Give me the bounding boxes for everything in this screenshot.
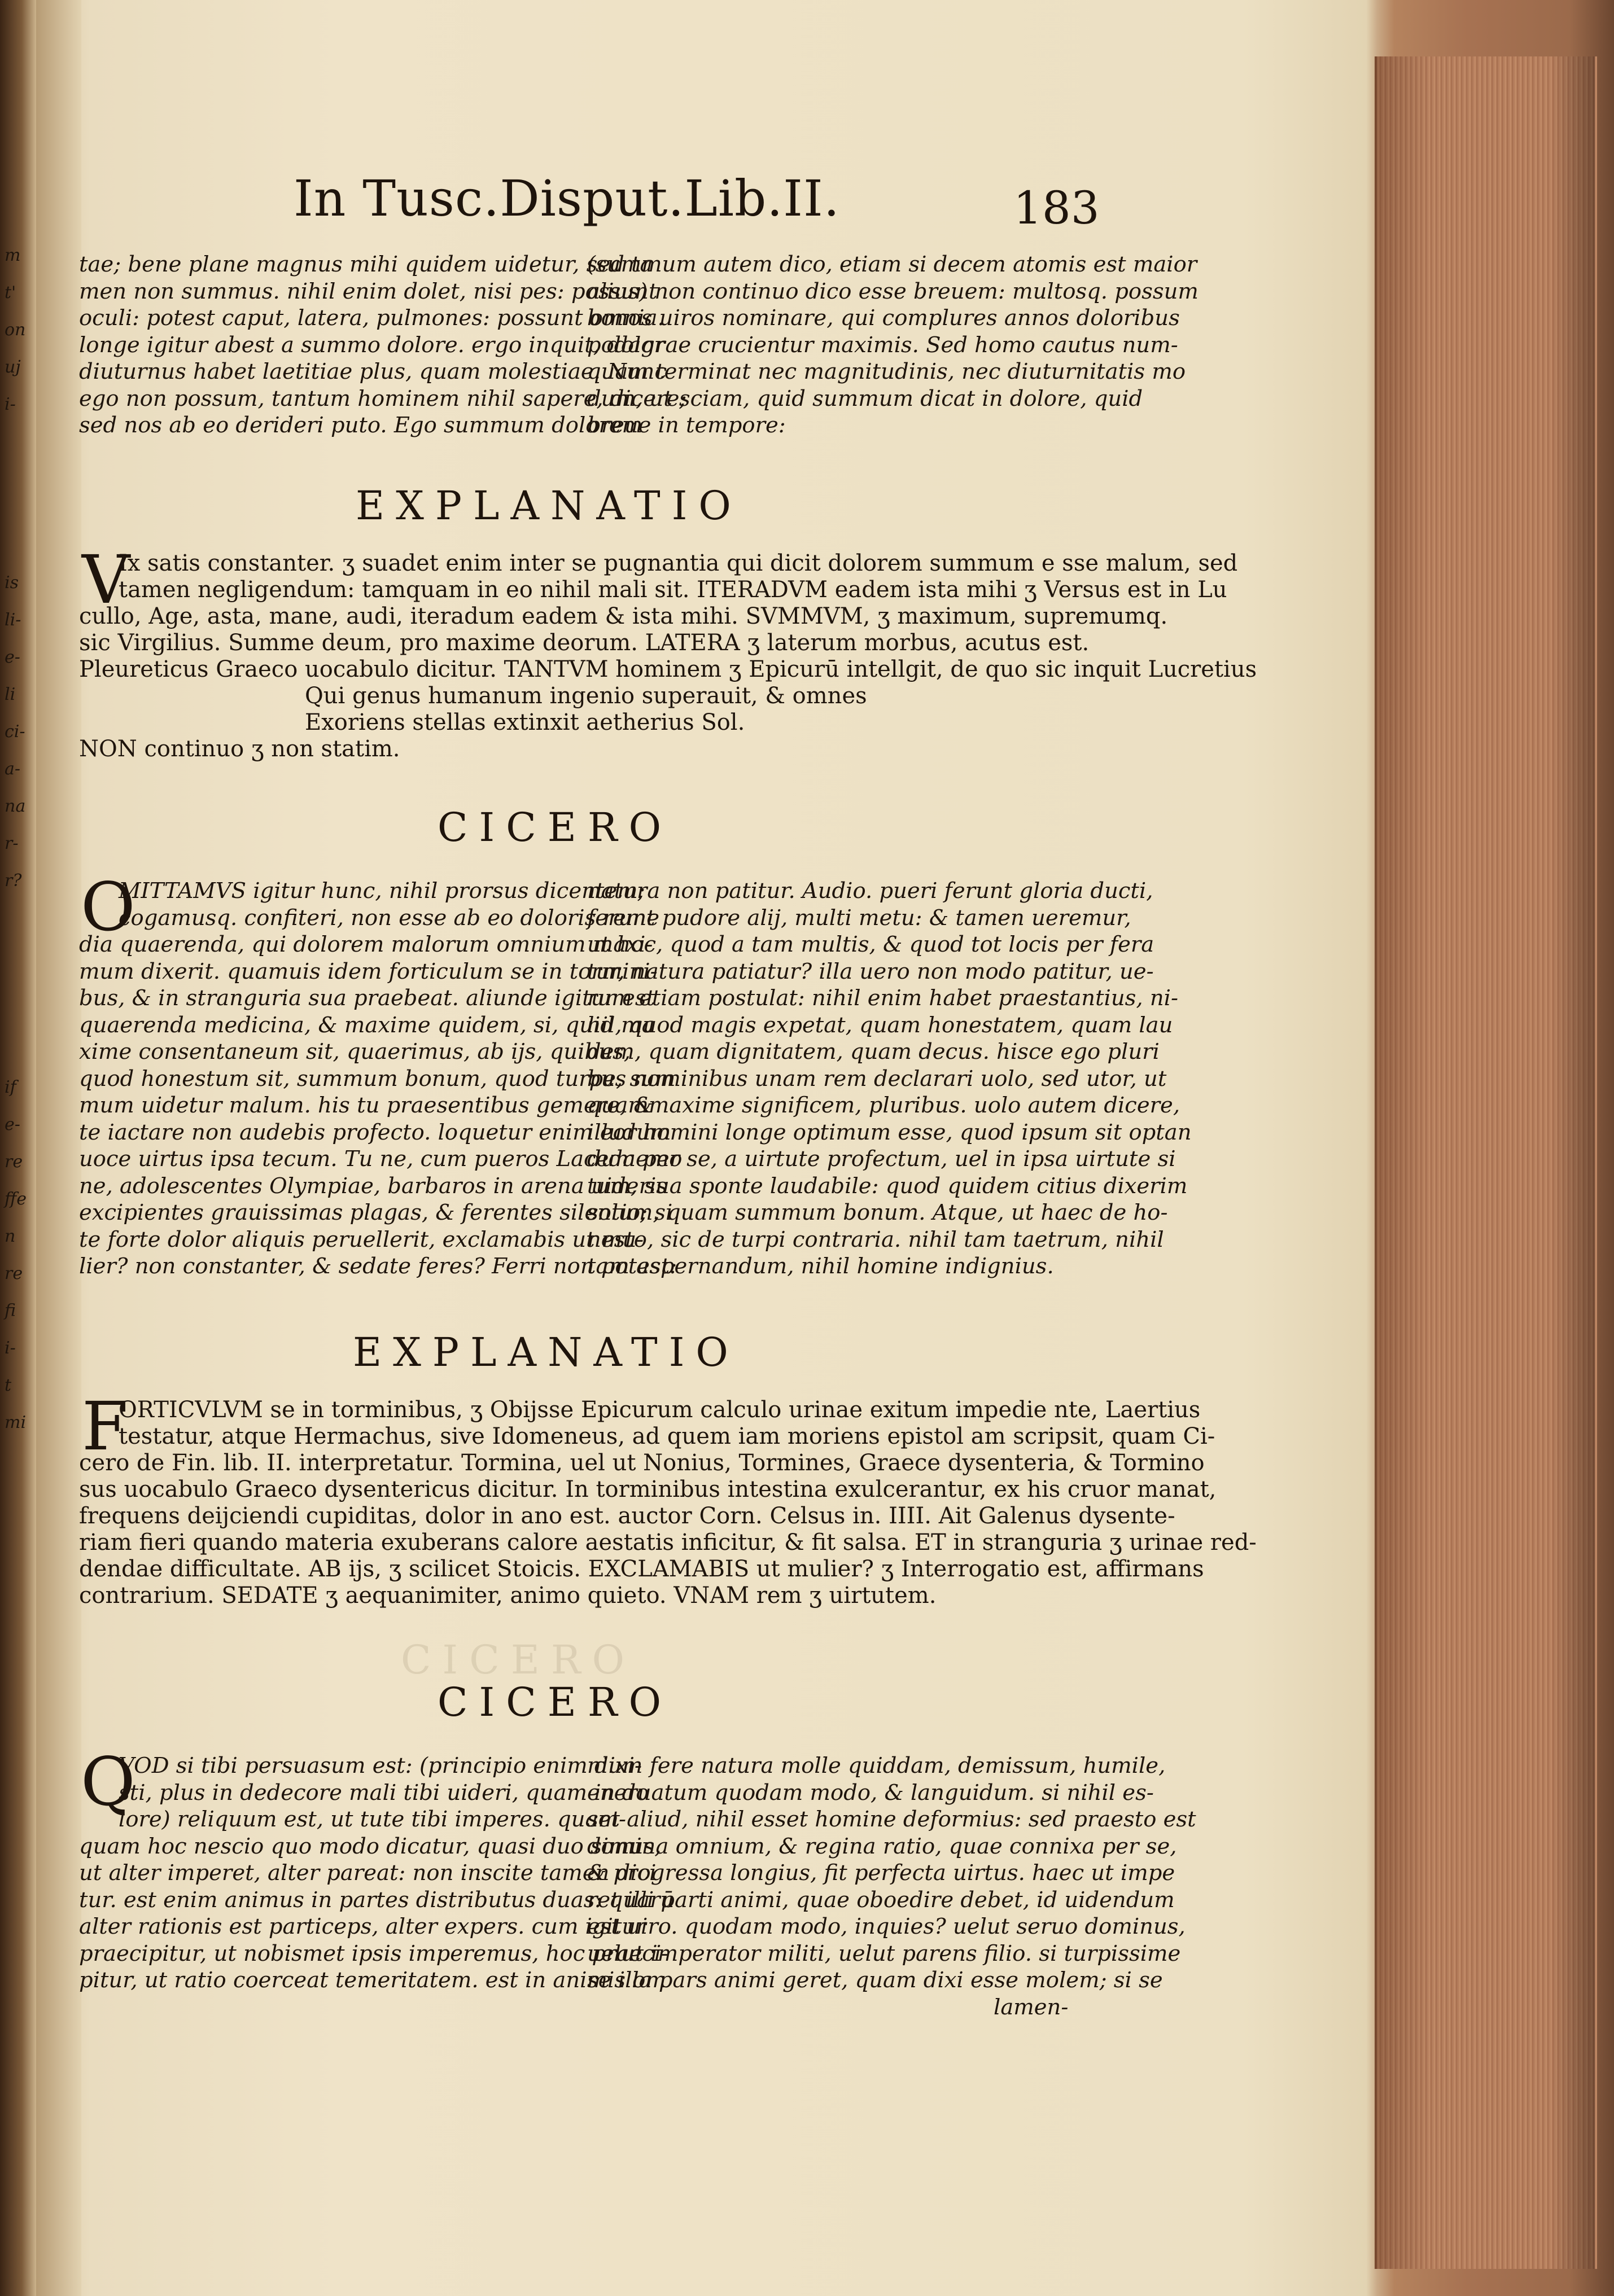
section-heading-cicero: CICERO: [438, 804, 672, 851]
text-line: hil, quod magis expetat, quam honestatem, quam lau: [587, 1012, 1173, 1038]
text-line: dendae difficultate. AB ijs, ʒ scilicet Stoicis. EXCLAMABIS ut mulier? ʒ Interrogatio est, affirmans: [79, 1556, 1204, 1582]
text-line: praecipitur, ut nobismet ipsis imperemus, hoc praeci-: [79, 1940, 669, 1966]
drop-cap: Q: [81, 1743, 135, 1821]
text-line: Pleureticus Graeco uocabulo dicitur. TANTVM hominem ʒ Epicurū intellgit, de quo sic inquit Lucretius: [79, 656, 1257, 682]
text-line: se illa pars animi geret, quam dixi esse molem; si se: [587, 1968, 1163, 1993]
text-line: dum, ut sciam, quid summum dicat in dolore, quid: [587, 385, 1143, 411]
text-line: mum uidetur malum. his tu praesentibus gemere, &: [79, 1093, 653, 1118]
margin-letter: on: [5, 320, 26, 340]
text-line: ORTICVLVM se in torminibus, ʒ Obijsse Epicurum calculo urinae exitum impedie nte, Laertius: [119, 1397, 1201, 1423]
text-line: eneruatum quodam modo, & languidum. si nihil es-: [587, 1780, 1154, 1806]
text-line: sus uocabulo Graeco dysentericus dicitur. In torminibus intestina exulcerantur, ex his cruor manat,: [79, 1476, 1217, 1502]
text-line: te iactare non audebis profecto. loquetur enim eorum: [79, 1119, 671, 1145]
text-line: breue in tempore:: [587, 413, 786, 438]
text-line: lore) reliquum est, ut tute tibi imperes. quam-: [119, 1807, 627, 1832]
margin-letter: is: [5, 573, 19, 593]
text-line: NON continuo ʒ non statim.: [79, 736, 400, 762]
text-line: men non summus. nihil enim dolet, nisi pes: possunt: [79, 278, 658, 304]
margin-letter: fi: [5, 1301, 16, 1321]
text-line: bonos uiros nominare, qui complures annos doloribus: [587, 305, 1180, 331]
verse-line: Qui genus humanum ingenio superauit, & omnes: [305, 683, 867, 709]
text-line: podagrae crucientur maximis. Sed homo cautus num-: [587, 332, 1178, 358]
text-line: diuturnus habet laetitiae plus, quam molestiae. Nunc: [79, 359, 667, 384]
page-block-shadow: [1375, 56, 1595, 2269]
text-line: alter rationis est particeps, alter expers. cum igitur: [79, 1914, 646, 1939]
text-line: est uiro. quodam modo, inquies? uelut seruo dominus,: [587, 1914, 1186, 1939]
drop-cap: F: [82, 1387, 128, 1465]
text-line: tum, sua sponte laudabile: quod quidem citius dixerim: [587, 1173, 1188, 1199]
margin-letter: r?: [5, 871, 22, 891]
text-line: illud homini longe optimum esse, quod ipsum sit optan: [587, 1119, 1192, 1145]
margin-letter: i-: [5, 1338, 16, 1358]
margin-letter: e-: [5, 1115, 20, 1134]
margin-letter: e-: [5, 647, 20, 667]
text-line: rum etiam postulat: nihil enim habet praestantius, ni-: [587, 985, 1179, 1011]
margin-letter: na: [5, 796, 26, 816]
margin-letter: i-: [5, 395, 16, 414]
margin-letter: li-: [5, 610, 21, 630]
margin-letter: m: [5, 246, 21, 265]
margin-letter: r-: [5, 834, 19, 853]
text-line: cogamusq. confiteri, non esse ab eo doloris reme: [119, 905, 660, 931]
text-line: bus nominibus unam rem declarari uolo, sed utor, ut: [587, 1066, 1167, 1092]
block2-right-column: [587, 878, 1192, 1280]
margin-letter: ci-: [5, 722, 25, 742]
text-line: mum dixerit. quamuis idem forticulum se in tormini-: [79, 958, 658, 984]
text-line: natura non patitur. Audio. pueri ferunt gloria ducti,: [587, 878, 1153, 904]
text-line: uoce uirtus ipsa tecum. Tu ne, cum pueros Lacedaemo: [79, 1146, 683, 1172]
text-line: frequens deijciendi cupiditas, dolor in ano est. auctor Corn. Celsus in. IIII. Ait Galenus dysente-: [79, 1503, 1175, 1529]
block3-right-column: [587, 1752, 1196, 2021]
text-line: nium fere natura molle quiddam, demissum, humile,: [587, 1753, 1166, 1778]
text-line: contrarium. SEDATE ʒ aequanimiter, animo quieto. VNAM rem ʒ uirtutem.: [79, 1583, 937, 1609]
text-line: Ix satis constanter. ʒ suadet enim inter se pugnantia qui dicit dolorem summum e sse malum, sed: [119, 550, 1238, 576]
margin-letter: ffe: [5, 1189, 27, 1209]
running-head: In Tusc.Disput.Lib.II.: [294, 169, 840, 227]
text-line: excipientes grauissimas plagas, & ferentes silentio; si: [79, 1200, 673, 1225]
text-line: pitur, ut ratio coerceat temeritatem. est in animis om: [79, 1968, 666, 1993]
text-line: sti, plus in dedecore mali tibi uideri, quam in do: [119, 1780, 649, 1806]
text-line: quod honestum sit, summum bonum, quod turpe, sum: [79, 1066, 676, 1092]
margin-letter: n: [5, 1226, 16, 1246]
show-through-text: CICERO: [401, 1637, 636, 1683]
margin-letter: li: [5, 685, 16, 704]
text-line: cullo, Age, asta, mane, audi, iteradum eadem & ista mihi. SVMMVM, ʒ maximum, supremumq.: [79, 603, 1168, 629]
text-line: quam hoc nescio quo modo dicatur, quasi duo simus,: [79, 1833, 662, 1859]
text-line: dem, quam dignitatem, quam decus. hisce ego pluri: [587, 1039, 1160, 1064]
block2-left-column: [79, 878, 683, 1280]
text-line: oculi: potest caput, latera, pulmones: possunt omnia.: [79, 305, 664, 331]
text-line: uelut imperator militi, uelut parens filio. si turpissime: [587, 1940, 1181, 1966]
text-line: tae; bene plane magnus mihi quidem uidetur, sed ta: [79, 252, 653, 277]
text-line: ut hoc, quod a tam multis, & quod tot locis per fera: [587, 932, 1154, 957]
text-line: quam terminat nec magnitudinis, nec diuturnitatis mo: [587, 359, 1186, 384]
verse-line: Exoriens stellas extinxit aetherius Sol.: [305, 709, 745, 735]
text-line: nesto, sic de turpi contraria. nihil tam taetrum, nihil: [587, 1226, 1164, 1252]
explanatio-1-text: [79, 550, 1257, 763]
explanatio-2-text: [79, 1397, 1257, 1609]
block1-right-column: [587, 251, 1199, 439]
text-line: quaerenda medicina, & maxime quidem, si, quid ma: [79, 1012, 655, 1038]
text-line: (summum autem dico, etiam si decem atomis est maior: [587, 252, 1197, 277]
margin-letter: t: [5, 1375, 12, 1395]
text-line: sed nos ab eo derideri puto. Ego summum dolorem: [79, 413, 643, 438]
catchword: lamen-: [994, 1994, 1069, 2020]
margin-letter: mi: [5, 1413, 27, 1432]
text-line: ego non possum, tantum hominem nihil sapere, dicere;: [79, 385, 687, 411]
text-line: tam aspernandum, nihil homine indignius.: [587, 1254, 1054, 1279]
text-line: bus, & in stranguria sua praebeat. aliunde igitur est: [79, 985, 655, 1011]
facing-page-margin-letters: [5, 237, 27, 1441]
text-line: quammaxime significem, pluribus. uolo autem dicere,: [587, 1093, 1180, 1118]
text-line: testatur, atque Hermachus, sive Idomeneus, ad quem iam moriens epistol am scripsit, quam Ci-: [119, 1423, 1215, 1449]
margin-letter: if: [5, 1077, 16, 1097]
margin-letter: t': [5, 283, 16, 303]
text-line: ut alter imperet, alter pareat: non inscite tamen dici: [79, 1860, 657, 1886]
text-line: sic Virgilius. Summe deum, pro maxime deorum. LATERA ʒ laterum morbus, acutus est.: [79, 630, 1090, 656]
text-line: domina omnium, & regina ratio, quae connixa per se,: [587, 1833, 1177, 1859]
margin-letter: a-: [5, 759, 21, 779]
text-line: ret illi parti animi, quae oboedire debet, id uidendum: [587, 1887, 1175, 1913]
text-line: ferunt pudore alij, multi metu: & tamen ueremur,: [587, 905, 1131, 931]
text-line: riam fieri quando materia exuberans calore aestatis inficitur, & fit salsa. ET in stranguria ʒ urinae red-: [79, 1530, 1257, 1556]
text-line: tur, natura patiatur? illa uero non modo patitur, ue-: [587, 958, 1154, 984]
text-line: tur. est enim animus in partes distributus duas: quarū: [79, 1887, 675, 1913]
margin-letter: re: [5, 1264, 23, 1283]
block3-left-column: [79, 1752, 675, 1994]
drop-cap: V: [82, 541, 130, 619]
drop-cap: O: [81, 868, 135, 946]
section-heading-explanatio: EXPLANATIO: [356, 483, 742, 529]
text-line: solum, quam summum bonum. Atque, ut haec de ho-: [587, 1200, 1168, 1225]
text-line: MITTAMVS igitur hunc, nihil prorsus dicentem;: [119, 878, 645, 904]
section-heading-cicero: CICERO: [438, 1679, 672, 1725]
text-line: VOD si tibi persuasum est: (principio enim dixi-: [119, 1753, 642, 1778]
text-line: dia quaerenda, qui dolorem malorum omnium maxi-: [79, 932, 653, 957]
text-line: te forte dolor aliquis peruellerit, exclamabis ut mu-: [79, 1226, 644, 1252]
text-line: xime consentaneum sit, quaerimus, ab ijs, quibus,: [79, 1039, 631, 1064]
text-line: alius) non continuo dico esse breuem: multosq. possum: [587, 278, 1199, 304]
text-line: cero de Fin. lib. II. interpretatur. Tormina, uel ut Nonius, Tormines, Graece dysenteria, & Tormino: [79, 1450, 1205, 1476]
margin-letter: uj: [5, 357, 21, 377]
margin-letter: re: [5, 1152, 23, 1172]
section-heading-explanatio: EXPLANATIO: [353, 1329, 740, 1375]
text-line: lier? non constanter, & sedate feres? Ferri non potest:: [79, 1254, 677, 1279]
text-line: dum per se, a uirtute profectum, uel in ipsa uirtute si: [587, 1146, 1176, 1172]
text-line: & progressa longius, fit perfecta uirtus. haec ut impe: [587, 1860, 1175, 1886]
text-line: ne, adolescentes Olympiae, barbaros in arena uideris: [79, 1173, 668, 1199]
text-line: set aliud, nihil esset homine deformius: sed praesto est: [587, 1807, 1196, 1832]
page-number: 183: [1013, 182, 1100, 234]
text-line: longe igitur abest a summo dolore. ergo inquit, dolor: [79, 332, 664, 358]
facing-page-edge: [36, 0, 81, 2296]
text-line: tamen negligendum: tamquam in eo nihil mali sit. ITERADVM eadem ista mihi ʒ Versus est in Lu: [119, 577, 1227, 603]
